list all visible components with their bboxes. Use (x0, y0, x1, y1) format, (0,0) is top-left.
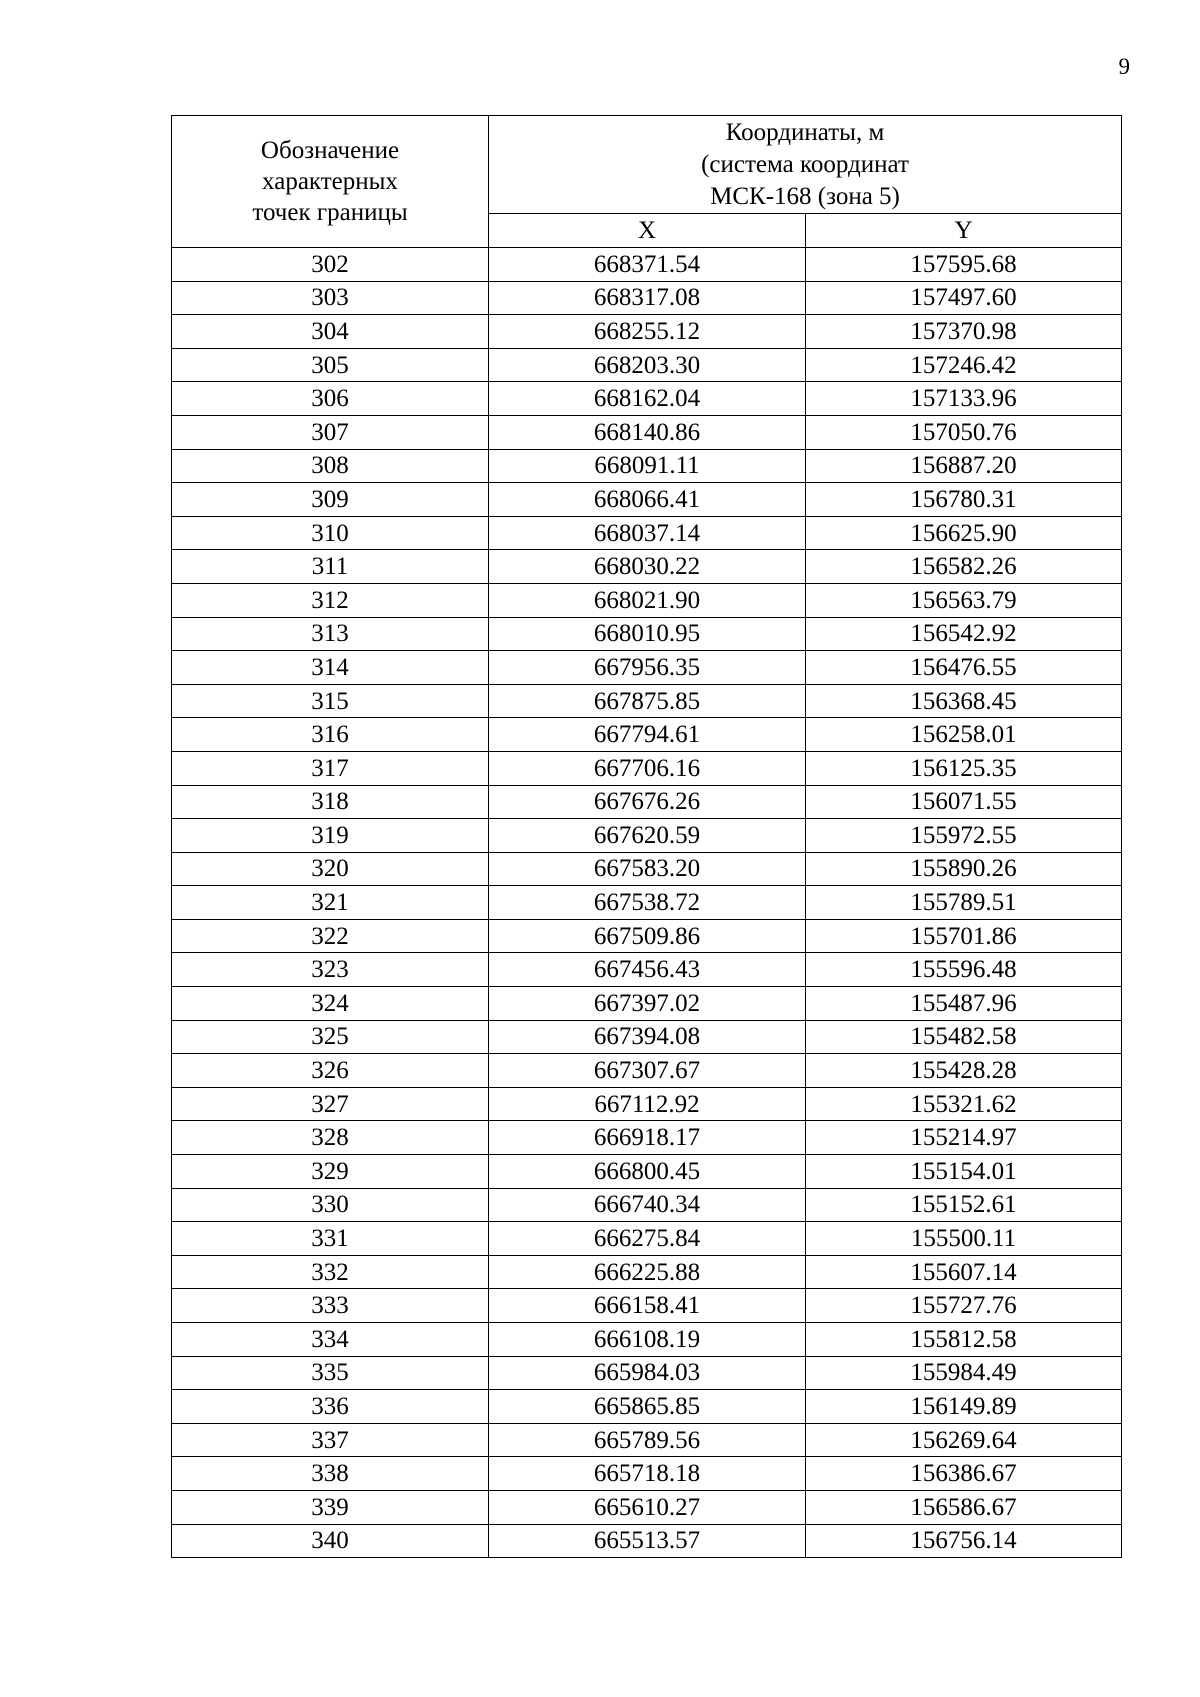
point-number-cell: 306 (172, 382, 489, 416)
coords-label-line: МСК-168 (зона 5) (710, 182, 900, 210)
point-number-cell: 331 (172, 1222, 489, 1256)
x-coordinate-cell: 668371.54 (489, 248, 806, 282)
point-number-cell: 315 (172, 684, 489, 718)
point-number-cell: 311 (172, 550, 489, 584)
y-coordinate-cell: 155152.61 (806, 1188, 1122, 1222)
point-number-cell: 314 (172, 651, 489, 685)
x-coordinate-cell: 667394.08 (489, 1020, 806, 1054)
y-coordinate-cell: 155596.48 (806, 953, 1122, 987)
point-number-cell: 323 (172, 953, 489, 987)
point-number-cell: 339 (172, 1490, 489, 1524)
y-coordinate-cell: 156625.90 (806, 516, 1122, 550)
point-number-cell: 327 (172, 1087, 489, 1121)
point-number-cell: 337 (172, 1423, 489, 1457)
x-coordinate-cell: 667307.67 (489, 1054, 806, 1088)
point-number-cell: 332 (172, 1255, 489, 1289)
y-coordinate-cell: 156071.55 (806, 785, 1122, 819)
y-coordinate-cell: 155214.97 (806, 1121, 1122, 1155)
x-coordinate-cell: 667538.72 (489, 886, 806, 920)
x-coordinate-cell: 666158.41 (489, 1289, 806, 1323)
point-label-line: точек границы (252, 199, 408, 226)
x-coordinate-cell: 668140.86 (489, 415, 806, 449)
point-number-cell: 329 (172, 1155, 489, 1189)
y-coordinate-cell: 155500.11 (806, 1222, 1122, 1256)
point-number-cell: 319 (172, 819, 489, 853)
x-column-header: X (489, 214, 806, 248)
table-row (172, 919, 1122, 953)
point-number-cell: 312 (172, 583, 489, 617)
x-coordinate-cell: 665513.57 (489, 1524, 806, 1558)
table-row (172, 348, 1122, 382)
point-number-cell: 334 (172, 1323, 489, 1357)
x-coordinate-cell: 666918.17 (489, 1121, 806, 1155)
point-number-cell: 330 (172, 1188, 489, 1222)
x-coordinate-cell: 668030.22 (489, 550, 806, 584)
y-coordinate-cell: 155890.26 (806, 852, 1122, 886)
y-coordinate-cell: 156582.26 (806, 550, 1122, 584)
table-row (172, 819, 1122, 853)
point-number-cell: 321 (172, 886, 489, 920)
x-coordinate-cell: 668037.14 (489, 516, 806, 550)
y-coordinate-cell: 157497.60 (806, 281, 1122, 315)
point-number-cell: 305 (172, 348, 489, 382)
table-row (172, 449, 1122, 483)
y-coordinate-cell: 156125.35 (806, 751, 1122, 785)
table-row (172, 281, 1122, 315)
y-coordinate-cell: 156476.55 (806, 651, 1122, 685)
page-number: 9 (1118, 54, 1130, 79)
point-label-line: характерных (262, 168, 398, 195)
x-coordinate-cell: 668066.41 (489, 483, 806, 517)
table-row (172, 852, 1122, 886)
y-coordinate-cell: 157050.76 (806, 415, 1122, 449)
table-row (172, 1020, 1122, 1054)
point-number-cell: 338 (172, 1457, 489, 1491)
point-number-cell: 318 (172, 785, 489, 819)
x-coordinate-cell: 667397.02 (489, 987, 806, 1021)
x-coordinate-cell: 667794.61 (489, 718, 806, 752)
point-number-cell: 303 (172, 281, 489, 315)
x-coordinate-cell: 667112.92 (489, 1087, 806, 1121)
y-coordinate-cell: 156563.79 (806, 583, 1122, 617)
point-number-cell: 320 (172, 852, 489, 886)
x-coordinate-cell: 668021.90 (489, 583, 806, 617)
table-row (172, 382, 1122, 416)
point-number-cell: 310 (172, 516, 489, 550)
coordinates-header (489, 116, 1122, 214)
point-number-cell: 317 (172, 751, 489, 785)
x-coordinate-cell: 666275.84 (489, 1222, 806, 1256)
x-coordinate-cell: 666225.88 (489, 1255, 806, 1289)
table-row (172, 1222, 1122, 1256)
point-number-cell: 313 (172, 617, 489, 651)
y-coordinate-cell: 157246.42 (806, 348, 1122, 382)
x-coordinate-cell: 665610.27 (489, 1490, 806, 1524)
y-coordinate-cell: 155321.62 (806, 1087, 1122, 1121)
table-row (172, 483, 1122, 517)
y-coordinate-cell: 156542.92 (806, 617, 1122, 651)
table-row (172, 1188, 1122, 1222)
point-number-cell: 333 (172, 1289, 489, 1323)
table-row (172, 718, 1122, 752)
point-number-cell: 340 (172, 1524, 489, 1558)
table-row (172, 953, 1122, 987)
y-column-header: Y (806, 214, 1122, 248)
point-number-cell: 328 (172, 1121, 489, 1155)
x-coordinate-cell: 668317.08 (489, 281, 806, 315)
table-row (172, 1457, 1122, 1491)
table-row (172, 1255, 1122, 1289)
table-row (172, 886, 1122, 920)
point-number-cell: 326 (172, 1054, 489, 1088)
x-coordinate-cell: 666800.45 (489, 1155, 806, 1189)
x-coordinate-cell: 665718.18 (489, 1457, 806, 1491)
table-row (172, 617, 1122, 651)
table-row (172, 684, 1122, 718)
point-number-cell: 308 (172, 449, 489, 483)
point-number-cell: 336 (172, 1390, 489, 1424)
table-row (172, 1121, 1122, 1155)
point-number-cell: 304 (172, 315, 489, 349)
coords-label-line: Координаты, м (725, 118, 885, 146)
x-coordinate-cell: 666740.34 (489, 1188, 806, 1222)
y-coordinate-cell: 155812.58 (806, 1323, 1122, 1357)
y-coordinate-cell: 155154.01 (806, 1155, 1122, 1189)
y-coordinate-cell: 156386.67 (806, 1457, 1122, 1491)
coordinates-table (171, 115, 1122, 1558)
y-coordinate-cell: 156269.64 (806, 1423, 1122, 1457)
x-coordinate-cell: 665984.03 (489, 1356, 806, 1390)
point-number-cell: 335 (172, 1356, 489, 1390)
y-coordinate-cell: 156756.14 (806, 1524, 1122, 1558)
point-number-cell: 307 (172, 415, 489, 449)
y-coordinate-cell: 155789.51 (806, 886, 1122, 920)
table-row (172, 651, 1122, 685)
table-row (172, 751, 1122, 785)
table-row (172, 1490, 1122, 1524)
x-coordinate-cell: 667676.26 (489, 785, 806, 819)
table-body (172, 248, 1122, 1558)
x-coordinate-cell: 665789.56 (489, 1423, 806, 1457)
x-coordinate-cell: 667875.85 (489, 684, 806, 718)
y-coordinate-cell: 156368.45 (806, 684, 1122, 718)
table-row (172, 1390, 1122, 1424)
table-row (172, 987, 1122, 1021)
y-coordinate-cell: 155984.49 (806, 1356, 1122, 1390)
y-coordinate-cell: 156887.20 (806, 449, 1122, 483)
x-coordinate-cell: 668203.30 (489, 348, 806, 382)
x-coordinate-cell: 666108.19 (489, 1323, 806, 1357)
y-coordinate-cell: 155701.86 (806, 919, 1122, 953)
point-number-cell: 316 (172, 718, 489, 752)
table-row (172, 1054, 1122, 1088)
y-coordinate-cell: 157370.98 (806, 315, 1122, 349)
y-coordinate-cell: 156586.67 (806, 1490, 1122, 1524)
table-row (172, 315, 1122, 349)
point-number-cell: 325 (172, 1020, 489, 1054)
x-coordinate-cell: 665865.85 (489, 1390, 806, 1424)
table-row (172, 248, 1122, 282)
y-coordinate-cell: 157133.96 (806, 382, 1122, 416)
table-row (172, 583, 1122, 617)
table-row (172, 1356, 1122, 1390)
point-number-cell: 322 (172, 919, 489, 953)
coords-label-line: (система координат (701, 150, 909, 178)
y-coordinate-cell: 155428.28 (806, 1054, 1122, 1088)
y-coordinate-cell: 156258.01 (806, 718, 1122, 752)
table-row (172, 415, 1122, 449)
point-number-cell: 309 (172, 483, 489, 517)
y-coordinate-cell: 155727.76 (806, 1289, 1122, 1323)
table-row (172, 1289, 1122, 1323)
table-row (172, 550, 1122, 584)
x-coordinate-cell: 667956.35 (489, 651, 806, 685)
x-coordinate-cell: 667509.86 (489, 919, 806, 953)
x-coordinate-cell: 667456.43 (489, 953, 806, 987)
point-number-cell: 302 (172, 248, 489, 282)
y-coordinate-cell: 155487.96 (806, 987, 1122, 1021)
x-coordinate-cell: 667620.59 (489, 819, 806, 853)
table-row (172, 1423, 1122, 1457)
table-row (172, 1323, 1122, 1357)
table-row (172, 516, 1122, 550)
x-coordinate-cell: 668010.95 (489, 617, 806, 651)
x-coordinate-cell: 667706.16 (489, 751, 806, 785)
point-label-line: Обозначение (260, 137, 400, 164)
table-row (172, 1155, 1122, 1189)
y-coordinate-cell: 155482.58 (806, 1020, 1122, 1054)
table-row (172, 1087, 1122, 1121)
table-row (172, 785, 1122, 819)
point-designation-header (172, 116, 489, 248)
x-coordinate-cell: 668255.12 (489, 315, 806, 349)
y-coordinate-cell: 156780.31 (806, 483, 1122, 517)
x-coordinate-cell: 667583.20 (489, 852, 806, 886)
point-number-cell: 324 (172, 987, 489, 1021)
table-row (172, 1524, 1122, 1558)
y-coordinate-cell: 155607.14 (806, 1255, 1122, 1289)
table-header (172, 116, 1122, 248)
x-coordinate-cell: 668162.04 (489, 382, 806, 416)
y-coordinate-cell: 157595.68 (806, 248, 1122, 282)
y-coordinate-cell: 156149.89 (806, 1390, 1122, 1424)
y-coordinate-cell: 155972.55 (806, 819, 1122, 853)
x-coordinate-cell: 668091.11 (489, 449, 806, 483)
